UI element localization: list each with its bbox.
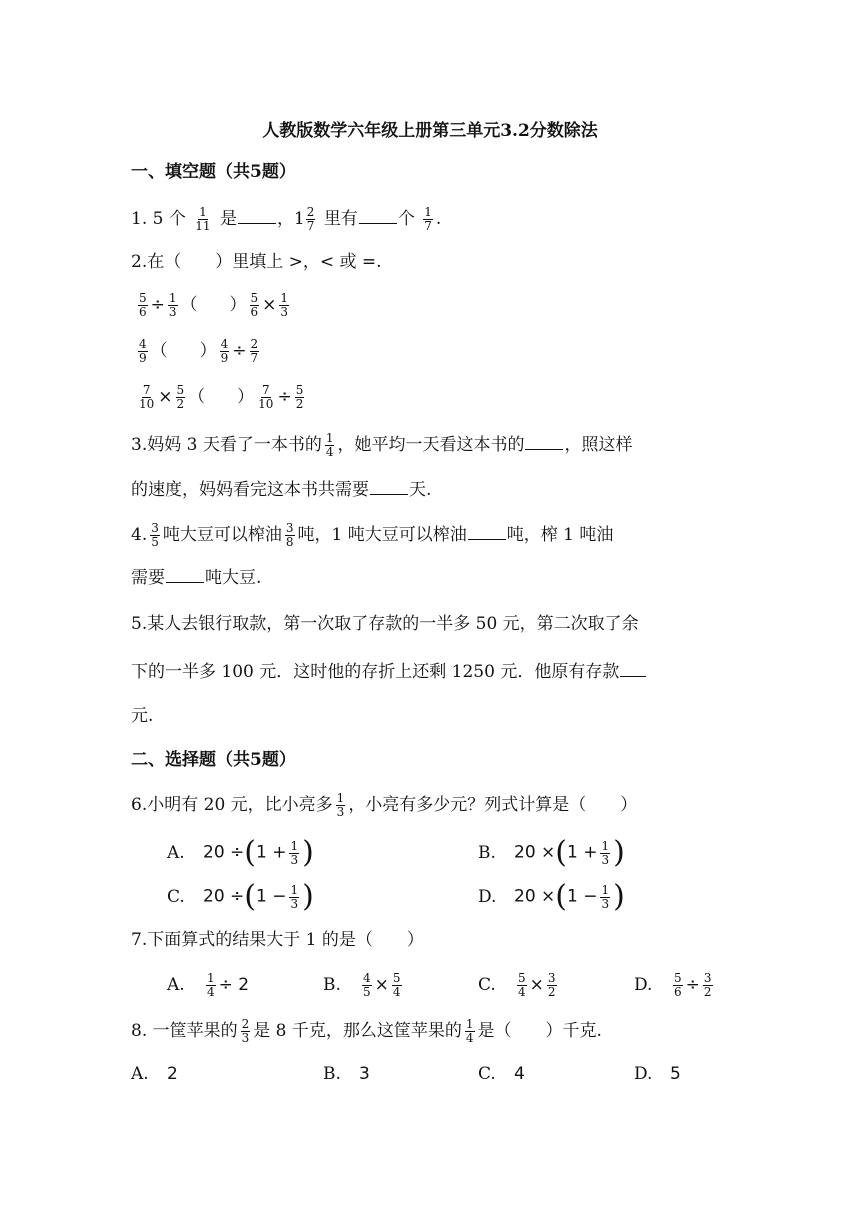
page-title: 人教版数学六年级上册第三单元3.2分数除法	[262, 121, 598, 141]
q4-text: 需要	[131, 568, 165, 588]
fraction: $\frac{2}{7}$	[306, 205, 315, 233]
question-3-line-2	[131, 478, 431, 502]
question-2-stem: 2.在（ ）里填上 >，< 或 =.	[131, 252, 382, 272]
fraction: $\frac{3}{5}$	[151, 521, 159, 549]
q4-text: 吨，榨 1 吨油	[506, 525, 614, 545]
section-heading-choice: 二、选择题（共5题）	[131, 750, 296, 770]
question-4-line-2	[131, 566, 261, 590]
q4-text: 4.	[131, 525, 148, 545]
q3-text: 3.妈妈 3 天看了一本书的	[131, 435, 322, 455]
option-value: 2	[167, 1064, 178, 1084]
answer-blank[interactable]	[468, 523, 506, 540]
q3-text: ，她平均一天看这本书的	[337, 435, 525, 455]
option-label: C.	[478, 975, 496, 995]
q6-text: ，小亮有多少元？列式计算是（ ）	[348, 795, 638, 815]
fraction: $\frac{4}{9}$	[139, 337, 147, 365]
q6-option-b[interactable]: B. 20 ×(1 + $\frac{1}{3}$ )	[478, 835, 625, 870]
q5-text: 下的一半多 100 元．这时他的存折上还剩 1250 元．他原有存款	[131, 662, 620, 682]
option-label: A.	[167, 842, 185, 863]
option-value: 5	[670, 1064, 681, 1084]
operator: ÷	[150, 295, 165, 315]
option-label: D.	[634, 1064, 653, 1084]
question-5-line-3: 元.	[131, 706, 154, 726]
q3-text: ，照这样	[564, 435, 633, 455]
operator: ÷ 2	[218, 975, 250, 995]
question-7-stem: 7.下面算式的结果大于 1 的是（ ）	[131, 930, 424, 950]
q8-option-b[interactable]	[323, 1062, 370, 1086]
q1-text: 是	[219, 209, 237, 229]
fraction: $\frac{1}{3}$	[280, 291, 289, 319]
fraction: $\frac{3}{2}$	[547, 971, 556, 999]
option-expr: 1 +	[567, 842, 598, 863]
fraction: $\frac{1}{11}$	[195, 205, 211, 233]
q7-option-b[interactable]	[323, 972, 405, 999]
option-expr: 1 −	[256, 886, 287, 907]
fraction: $\frac{5}{2}$	[295, 383, 304, 411]
fraction: $\frac{1}{4}$	[465, 1017, 474, 1045]
fraction: $\frac{1}{7}$	[424, 205, 432, 233]
fraction: $\frac{1}{3}$	[336, 791, 345, 819]
q1-text: 1. 5 个	[131, 209, 186, 229]
fraction: $\frac{1}{3}$	[290, 838, 299, 867]
fraction: $\frac{4}{9}$	[220, 337, 229, 365]
fraction: $\frac{5}{6}$	[674, 971, 682, 999]
option-expr: 20 ×	[514, 886, 556, 907]
fraction: $\frac{2}{7}$	[250, 337, 259, 365]
q8-text: 是（ ）千克.	[477, 1021, 602, 1041]
option-expr: 20 ÷	[203, 886, 245, 907]
section-heading-fill-blank: 一、填空题（共5题）	[131, 162, 296, 182]
q4-text: 吨大豆可以榨油	[162, 525, 282, 545]
answer-blank[interactable]	[359, 207, 397, 224]
fraction: $\frac{5}{6}$	[250, 291, 259, 319]
q8-option-c[interactable]	[478, 1062, 525, 1086]
option-label: B.	[323, 1064, 341, 1084]
fraction: $\frac{3}{2}$	[703, 971, 712, 999]
q6-option-d[interactable]: D. 20 ×(1 − $\frac{1}{3}$ )	[478, 879, 625, 914]
q2-row-3: $\frac{7}{10}$ × $\frac{5}{2}$ （ ） $\frac{7}{10}$ ÷ $\frac{5}{2}$	[139, 383, 304, 411]
answer-blank[interactable]	[525, 433, 563, 450]
fraction: $\frac{5}{2}$	[176, 383, 185, 411]
answer-blank[interactable]	[370, 478, 408, 495]
question-5-line-1: 5.某人去银行取款，第一次取了存款的一半多 50 元，第二次取了余	[131, 614, 639, 634]
q7-option-c[interactable]	[478, 972, 560, 999]
operator: ÷	[232, 341, 247, 361]
fraction: $\frac{2}{3}$	[241, 1017, 250, 1045]
q6-option-c[interactable]: C. 20 ÷(1 − $\frac{1}{3}$ )	[167, 879, 314, 914]
q3-text: 天.	[409, 480, 432, 500]
operator: ×	[262, 295, 277, 315]
answer-blank[interactable]	[620, 660, 646, 677]
option-value: 4	[514, 1064, 525, 1084]
operator: ×	[529, 975, 544, 995]
option-label: A.	[131, 1064, 149, 1084]
question-3	[131, 432, 632, 459]
option-expr: 1 +	[256, 842, 287, 863]
fraction: $\frac{1}{4}$	[325, 431, 334, 459]
operator: ÷	[685, 975, 700, 995]
fraction: $\frac{7}{10}$	[139, 383, 155, 411]
operator: ×	[158, 387, 173, 407]
question-1	[131, 206, 441, 233]
fraction: $\frac{1}{3}$	[601, 838, 610, 867]
q8-text: 是 8 千克，那么这筐苹果的	[253, 1021, 462, 1041]
q3-text: 的速度，妈妈看完这本书共需要	[131, 480, 369, 500]
fraction: $\frac{4}{5}$	[363, 971, 371, 999]
option-label: D.	[478, 886, 497, 907]
q1-text: ，1	[276, 209, 305, 229]
q6-option-a[interactable]: A. 20 ÷(1 + $\frac{1}{3}$ )	[167, 835, 314, 870]
fraction: $\frac{1}{3}$	[601, 882, 610, 911]
fraction: $\frac{1}{4}$	[207, 971, 215, 999]
q4-text: 吨，1 吨大豆可以榨油	[297, 525, 467, 545]
option-label: C.	[167, 886, 185, 907]
fraction: $\frac{1}{3}$	[290, 882, 299, 911]
option-label: C.	[478, 1064, 496, 1084]
q1-text: 里有	[323, 209, 358, 229]
fraction: $\frac{3}{8}$	[285, 521, 294, 549]
q7-option-a[interactable]	[167, 972, 249, 999]
question-4	[131, 522, 613, 549]
q4-text: 吨大豆.	[205, 568, 262, 588]
fraction: $\frac{5}{6}$	[139, 291, 147, 319]
fraction: $\frac{7}{10}$	[258, 383, 274, 411]
q1-text: 个	[397, 209, 415, 229]
option-expr: 20 ÷	[203, 842, 245, 863]
option-expr: 1 −	[567, 886, 598, 907]
option-value: 3	[359, 1064, 370, 1084]
q8-option-d[interactable]	[634, 1062, 681, 1086]
option-expr: 20 ×	[514, 842, 556, 863]
operator: ÷	[277, 387, 292, 407]
question-6	[131, 792, 637, 819]
q8-option-a[interactable]	[131, 1062, 178, 1086]
option-label: D.	[634, 975, 653, 995]
q8-text: 8. 一筐苹果的	[131, 1021, 238, 1041]
answer-blank[interactable]	[238, 207, 276, 224]
q1-text: .	[435, 209, 442, 229]
q7-option-d[interactable]	[634, 972, 716, 999]
option-label: B.	[478, 842, 496, 863]
fraction: $\frac{1}{3}$	[168, 291, 177, 319]
question-8	[131, 1018, 602, 1045]
fraction: $\frac{5}{4}$	[518, 971, 526, 999]
option-label: A.	[167, 975, 185, 995]
option-label: B.	[323, 975, 341, 995]
q6-text: 6.小明有 20 元，比小亮多	[131, 795, 333, 815]
question-5-line-2	[131, 660, 647, 684]
q2-row-1: $\frac{5}{6}$ ÷ $\frac{1}{3}$ （ ） $\frac{5}{6}$ × $\frac{1}{3}$	[139, 291, 289, 319]
fraction: $\frac{5}{4}$	[392, 971, 401, 999]
operator: ×	[374, 975, 389, 995]
q2-row-2: $\frac{4}{9}$ （ ） $\frac{4}{9}$ ÷ $\frac{2}{7}$	[139, 337, 259, 365]
answer-blank[interactable]	[166, 566, 204, 583]
